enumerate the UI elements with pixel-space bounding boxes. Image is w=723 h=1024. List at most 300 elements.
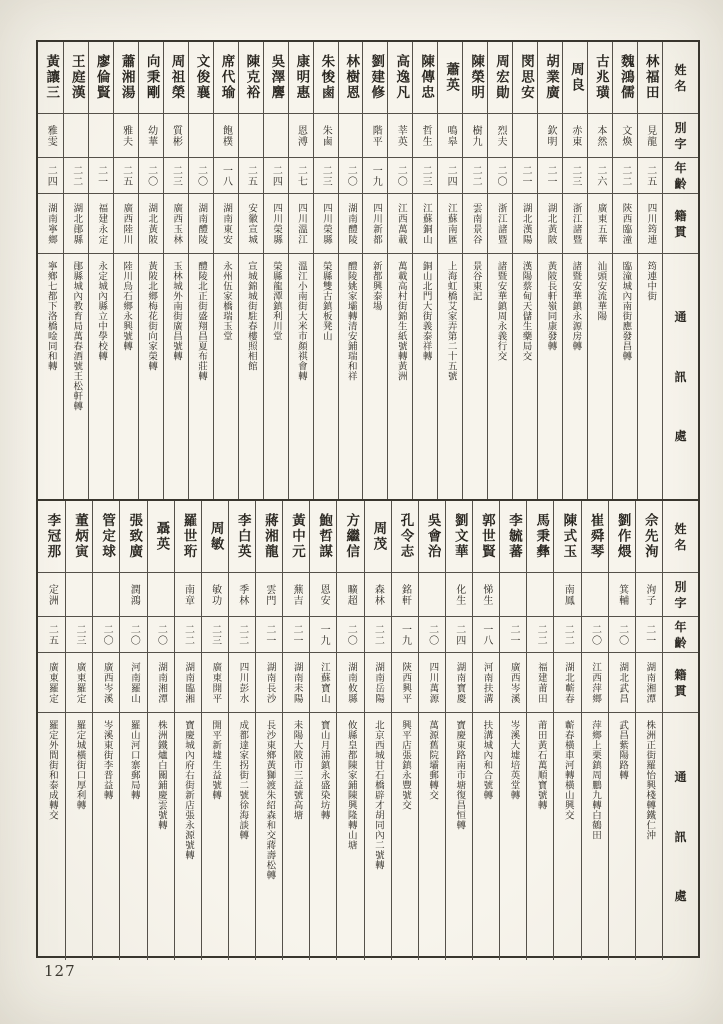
person-alias-text: 蕪吉	[291, 583, 302, 606]
person-origin-text: 四川萬源	[427, 661, 439, 704]
person-origin-text: 浙江諸暨	[495, 202, 507, 245]
person-alias	[139, 114, 163, 158]
person-name	[538, 42, 562, 114]
row-header-char: 貫	[674, 683, 687, 698]
person-age-text: 一八	[480, 623, 492, 646]
person-origin-text: 陝西臨潼	[620, 202, 632, 245]
person-name	[310, 501, 336, 573]
person-alias-text: 曠超	[345, 583, 357, 606]
person-alias	[363, 114, 387, 158]
person-origin-text: 廣西岑溪	[508, 661, 520, 704]
person-alias	[189, 114, 213, 158]
row-header-3	[663, 653, 698, 713]
person-age	[120, 617, 146, 653]
person-address-text: 株洲鐵爐白關鋪慶雲號轉	[155, 720, 167, 830]
person-age-text: 二二	[535, 623, 547, 646]
person-column	[537, 42, 562, 499]
person-origin	[538, 194, 562, 254]
person-column	[635, 501, 662, 960]
person-age	[89, 158, 113, 194]
person-origin-text: 廣東羅定	[47, 661, 59, 704]
person-age-text: 一八	[220, 164, 232, 187]
person-alias	[563, 114, 587, 158]
person-address	[214, 254, 238, 499]
person-column	[445, 501, 472, 960]
person-origin	[638, 194, 662, 254]
person-name	[164, 42, 188, 114]
person-alias-text: 赤東	[569, 124, 581, 147]
person-alias-text: 敏功	[209, 583, 221, 606]
person-origin	[363, 194, 387, 254]
person-age-text: 二三	[320, 164, 332, 187]
person-alias-text: 潤鴻	[128, 583, 140, 606]
row-header-4	[663, 713, 698, 960]
person-column	[255, 501, 282, 960]
person-address	[289, 254, 313, 499]
person-age-text: 二四	[45, 164, 57, 187]
person-alias	[419, 573, 445, 617]
person-name-text: 黃中元	[289, 513, 306, 560]
person-origin	[413, 194, 437, 254]
person-address	[473, 713, 499, 960]
person-age	[164, 158, 188, 194]
person-column	[562, 42, 587, 499]
person-age-text: 二〇	[345, 164, 357, 187]
person-origin-text: 湖北黃陂	[146, 202, 158, 245]
person-address	[438, 254, 462, 499]
person-age	[413, 158, 437, 194]
person-address-text: 攸縣皇都陳家鋪陳興隆轉山塘	[345, 720, 357, 850]
row-header-char: 字	[674, 595, 687, 610]
person-address-text: 醴陵北正街盛翔昌夏布莊轉	[196, 261, 207, 381]
person-address-text: 銅山北門大街義泰祥轉	[420, 261, 432, 361]
person-age-text: 二二	[562, 623, 574, 646]
person-origin	[419, 653, 445, 713]
person-age	[239, 158, 263, 194]
person-address	[446, 713, 472, 960]
person-origin	[500, 653, 526, 713]
person-address-text: 羅定外間街和泰成轉交	[46, 720, 58, 820]
person-name-text: 席代瑜	[218, 54, 235, 101]
person-address	[64, 254, 88, 499]
person-name	[114, 42, 138, 114]
person-alias	[392, 573, 418, 617]
person-age	[538, 158, 562, 194]
person-alias	[365, 573, 391, 617]
person-origin-text: 湖南醴陵	[345, 202, 357, 245]
person-column	[201, 501, 228, 960]
person-age-text: 二一	[508, 623, 520, 646]
person-address	[588, 254, 612, 499]
person-age	[500, 617, 526, 653]
person-address	[363, 254, 387, 499]
person-address-text: 耒陽大陂市三益號高塘	[291, 720, 303, 820]
person-address-text: 上海虹橋艾家弄第二十五號	[445, 261, 457, 381]
person-address-text: 寶慶東路南市塘復昌恒轉	[454, 720, 466, 830]
person-origin	[38, 653, 65, 713]
row-header-char: 名	[674, 537, 687, 552]
person-origin-text: 湖南醴陵	[196, 202, 208, 245]
person-name	[388, 42, 412, 114]
person-origin	[636, 653, 662, 713]
row-header-char: 名	[674, 78, 687, 93]
person-name-text: 黃讓三	[43, 54, 60, 101]
person-alias-text: 本然	[594, 124, 606, 147]
person-age-text: 二二	[372, 623, 384, 646]
person-origin-text: 湖南東安	[221, 202, 233, 245]
person-alias	[214, 114, 238, 158]
person-origin	[289, 194, 313, 254]
person-name-text: 孔令志	[397, 513, 414, 560]
person-address-text: 扶溝城內和合號轉	[481, 720, 493, 800]
person-alias-text: 化生	[453, 583, 465, 606]
person-name	[446, 501, 472, 573]
person-address-text: 汕頭安流華陽	[595, 261, 607, 321]
person-age	[527, 617, 553, 653]
person-age	[66, 617, 92, 653]
person-alias	[283, 573, 309, 617]
person-column	[38, 501, 65, 960]
row-header-char: 年	[674, 619, 687, 634]
person-name	[120, 501, 146, 573]
table-frame	[36, 40, 700, 958]
person-name-text: 林福田	[642, 54, 659, 101]
person-column	[338, 42, 363, 499]
person-name	[66, 501, 92, 573]
person-name	[638, 42, 662, 114]
person-address	[202, 713, 228, 960]
person-address-text: 蘄春橫車河轉橫山興交	[562, 720, 574, 820]
person-name	[256, 501, 282, 573]
person-alias-text: 南鳳	[562, 583, 574, 606]
person-column	[38, 42, 63, 499]
person-name	[636, 501, 662, 573]
person-column	[188, 42, 213, 499]
person-address	[148, 713, 174, 960]
person-origin-text: 江蘇南匯	[445, 202, 457, 245]
person-origin-text: 湖北黃陂	[545, 202, 557, 245]
person-alias	[264, 114, 288, 158]
person-address	[93, 713, 119, 960]
person-origin	[488, 194, 512, 254]
person-origin	[66, 653, 92, 713]
person-origin-text: 河南羅山	[128, 661, 140, 704]
person-alias	[473, 573, 499, 617]
person-column	[637, 42, 662, 499]
row-header-1	[663, 114, 698, 158]
person-origin-text: 福建莆田	[535, 661, 547, 704]
person-origin-text: 廣西陸川	[121, 202, 133, 245]
row-header-1	[663, 573, 698, 617]
person-column	[462, 42, 487, 499]
person-origin-text: 湖南耒陽	[291, 661, 303, 704]
person-origin-text: 河南扶溝	[481, 661, 493, 704]
person-name	[563, 42, 587, 114]
person-name-text: 郭世賢	[478, 513, 495, 560]
person-alias-text: 恩溥	[295, 124, 307, 147]
person-alias	[527, 573, 553, 617]
person-name	[463, 42, 487, 114]
person-name	[419, 501, 445, 573]
person-origin-text: 湖北蘄春	[563, 661, 575, 704]
person-address-text: 新都興泰場	[370, 261, 382, 311]
person-origin-text: 湖南寧鄉	[45, 202, 57, 245]
person-age-text: 二五	[644, 164, 656, 187]
person-name	[229, 501, 255, 573]
person-origin-text: 湖南湘潭	[644, 661, 656, 704]
person-address-text: 鄖縣城內教育局萬春酒號王松軒轉	[71, 261, 83, 411]
person-address-text: 臨潼城內南街應發昌轉	[620, 261, 632, 361]
person-name-text: 康明惠	[293, 54, 310, 101]
person-origin	[175, 653, 201, 713]
person-origin	[189, 194, 213, 254]
person-origin	[513, 194, 537, 254]
person-alias	[64, 114, 88, 158]
person-name	[93, 501, 119, 573]
person-origin	[256, 653, 282, 713]
person-name-text: 胡業廣	[542, 54, 559, 101]
person-origin-text: 浙江諸暨	[570, 202, 582, 245]
person-address	[388, 254, 412, 499]
person-address-text: 溫江小南街大米市顏祺會轉	[295, 261, 307, 381]
person-origin	[446, 653, 472, 713]
person-age	[310, 617, 336, 653]
person-column	[612, 42, 637, 499]
person-age	[563, 158, 587, 194]
person-age-text: 二五	[46, 623, 58, 646]
person-name	[264, 42, 288, 114]
person-age	[388, 158, 412, 194]
person-address	[463, 254, 487, 499]
row-header-char: 別	[674, 579, 687, 594]
row-header-char: 訊	[674, 369, 687, 384]
person-origin-text: 四川彭水	[237, 661, 249, 704]
person-origin	[93, 653, 119, 713]
person-column	[581, 501, 608, 960]
person-name	[582, 501, 608, 573]
person-name-text: 林樹恩	[343, 54, 360, 101]
person-name-text: 羅世珩	[180, 513, 197, 560]
person-alias	[513, 114, 537, 158]
person-address-text: 諸暨安華鎮周永義行交	[495, 261, 507, 361]
person-age-text: 二二	[182, 623, 194, 646]
person-address-text: 株洲正街羅怡興棧轉鐵仁沖	[644, 720, 656, 840]
person-address	[139, 254, 163, 499]
person-address-text: 羅定城橫街口厚利轉	[74, 720, 86, 810]
person-name-text: 周良	[567, 62, 584, 93]
person-name	[413, 42, 437, 114]
person-origin-text: 四川榮縣	[271, 202, 283, 245]
person-age-text: 一九	[399, 623, 411, 646]
row-header-char: 籍	[674, 667, 687, 682]
person-alias-text: 季林	[236, 583, 248, 606]
person-address	[337, 713, 363, 960]
person-alias	[588, 114, 612, 158]
person-name-text: 張致廣	[126, 513, 143, 560]
person-address	[339, 254, 363, 499]
person-age	[214, 158, 238, 194]
person-column	[88, 42, 113, 499]
person-column	[412, 42, 437, 499]
person-address	[66, 713, 92, 960]
person-address-text: 羅山河口寨郵局轉	[128, 720, 140, 800]
person-alias-text: 銘軒	[399, 583, 411, 606]
person-name	[202, 501, 228, 573]
row-header-column	[662, 501, 698, 960]
person-origin	[527, 653, 553, 713]
person-age	[446, 617, 472, 653]
person-origin	[463, 194, 487, 254]
person-origin	[214, 194, 238, 254]
person-alias	[337, 573, 363, 617]
person-name-text: 佘先洵	[641, 513, 658, 560]
person-origin-text: 江西萍鄉	[590, 661, 602, 704]
row-header-char: 別	[674, 120, 687, 135]
person-alias-text: 烈夫	[495, 124, 507, 147]
person-alias-text: 莘英	[395, 124, 407, 147]
person-name	[473, 501, 499, 573]
person-address	[310, 713, 336, 960]
person-name-text: 董炳寅	[71, 513, 88, 560]
person-address	[513, 254, 537, 499]
row-header-char: 處	[674, 428, 687, 443]
row-header-4	[663, 254, 698, 499]
person-column	[174, 501, 201, 960]
person-address-text: 榮縣雙古鎮板凳山	[320, 261, 332, 341]
person-origin-text: 江蘇銅山	[420, 202, 432, 245]
person-name-text: 劉文華	[451, 513, 468, 560]
person-age-text: 二〇	[145, 164, 157, 187]
person-address-text: 永定城內縣立中學校轉	[96, 261, 108, 361]
person-origin-text: 湖南湘潭	[156, 661, 168, 704]
person-name	[38, 501, 65, 573]
person-name	[363, 42, 387, 114]
person-alias-text: 雲門	[263, 583, 275, 606]
person-address-text: 莆田黃石萬順寶號轉	[535, 720, 547, 810]
person-name-text: 陳克裕	[243, 54, 260, 101]
person-origin	[148, 653, 174, 713]
person-name-text: 陳榮明	[468, 54, 485, 101]
person-age	[365, 617, 391, 653]
person-origin-text: 廣東羅定	[74, 661, 86, 704]
person-age-text: 二二	[619, 164, 631, 187]
person-name-text: 周茂	[370, 521, 387, 552]
person-name-text: 魏鴻儒	[617, 54, 634, 101]
person-origin-text: 四川新都	[370, 202, 382, 245]
row-header-0	[663, 501, 698, 573]
person-origin	[283, 653, 309, 713]
person-column	[587, 42, 612, 499]
person-origin-text: 四川溫江	[296, 202, 308, 245]
person-address-text: 景谷東記	[470, 261, 482, 301]
person-address	[613, 254, 637, 499]
person-address	[413, 254, 437, 499]
person-age	[175, 617, 201, 653]
person-origin	[314, 194, 338, 254]
person-age	[339, 158, 363, 194]
person-age	[202, 617, 228, 653]
person-address-text: 黃陂北鄉梅花街向家榮轉	[146, 261, 158, 371]
person-name-text: 管定球	[99, 513, 116, 560]
person-origin	[139, 194, 163, 254]
person-origin	[229, 653, 255, 713]
person-name-text: 吳澤麐	[268, 54, 285, 101]
person-alias-text: 鳴皋	[445, 124, 457, 147]
person-address	[636, 713, 662, 960]
person-address	[609, 713, 635, 960]
person-address	[189, 254, 213, 499]
person-address	[488, 254, 512, 499]
person-alias-text: 幼華	[145, 124, 157, 147]
person-address	[256, 713, 282, 960]
person-origin	[164, 194, 188, 254]
person-age	[419, 617, 445, 653]
person-address-text: 榮縣龍潭鎮利川堂	[270, 261, 282, 341]
person-age-text: 二一	[95, 164, 107, 187]
person-alias-text: 定洲	[46, 583, 58, 606]
person-age	[488, 158, 512, 194]
person-address	[89, 254, 113, 499]
person-name-text: 蕭英	[443, 62, 460, 93]
person-age	[363, 158, 387, 194]
person-alias	[310, 573, 336, 617]
person-name-text: 高逸凡	[393, 54, 410, 101]
person-column	[92, 501, 119, 960]
person-address-text: 萬載高村街錦生紙號轉黃洲	[395, 261, 407, 381]
row-header-char: 年	[674, 160, 687, 175]
person-age-text: 二二	[236, 623, 248, 646]
person-address	[314, 254, 338, 499]
person-age-text: 二七	[295, 164, 307, 187]
person-column	[228, 501, 255, 960]
person-age	[613, 158, 637, 194]
person-name-text: 李白英	[234, 513, 251, 560]
person-column	[288, 42, 313, 499]
person-address-text: 諸暨安華鎮永源房轉	[570, 261, 582, 351]
person-age-text: 二六	[594, 164, 606, 187]
person-alias	[314, 114, 338, 158]
row-header-3	[663, 194, 698, 254]
person-age-text: 二五	[120, 164, 132, 187]
person-age	[38, 158, 63, 194]
person-name-text: 周祖榮	[168, 54, 185, 101]
person-alias	[175, 573, 201, 617]
person-name-text: 陳傳忠	[418, 54, 435, 101]
person-alias	[114, 114, 138, 158]
person-address-text: 成都達家拐街二號徐海談轉	[237, 720, 249, 840]
person-name-text: 聶英	[153, 521, 170, 552]
person-column	[553, 501, 580, 960]
person-age-text: 二一	[291, 623, 302, 646]
person-address	[527, 713, 553, 960]
person-name	[148, 501, 174, 573]
person-alias	[38, 114, 63, 158]
row-header-2	[663, 617, 698, 653]
person-name	[175, 501, 201, 573]
person-origin	[310, 653, 336, 713]
person-origin	[563, 194, 587, 254]
person-age-text: 二五	[245, 164, 257, 187]
person-address-text: 陸川烏石鄉永興號轉	[121, 261, 133, 351]
person-name	[513, 42, 537, 114]
person-address	[538, 254, 562, 499]
person-name-text: 閔思安	[517, 54, 534, 101]
person-column	[113, 42, 138, 499]
person-origin	[339, 194, 363, 254]
row-header-char: 齡	[674, 635, 687, 650]
person-name-text: 蔣湘龍	[261, 513, 278, 560]
person-name	[613, 42, 637, 114]
